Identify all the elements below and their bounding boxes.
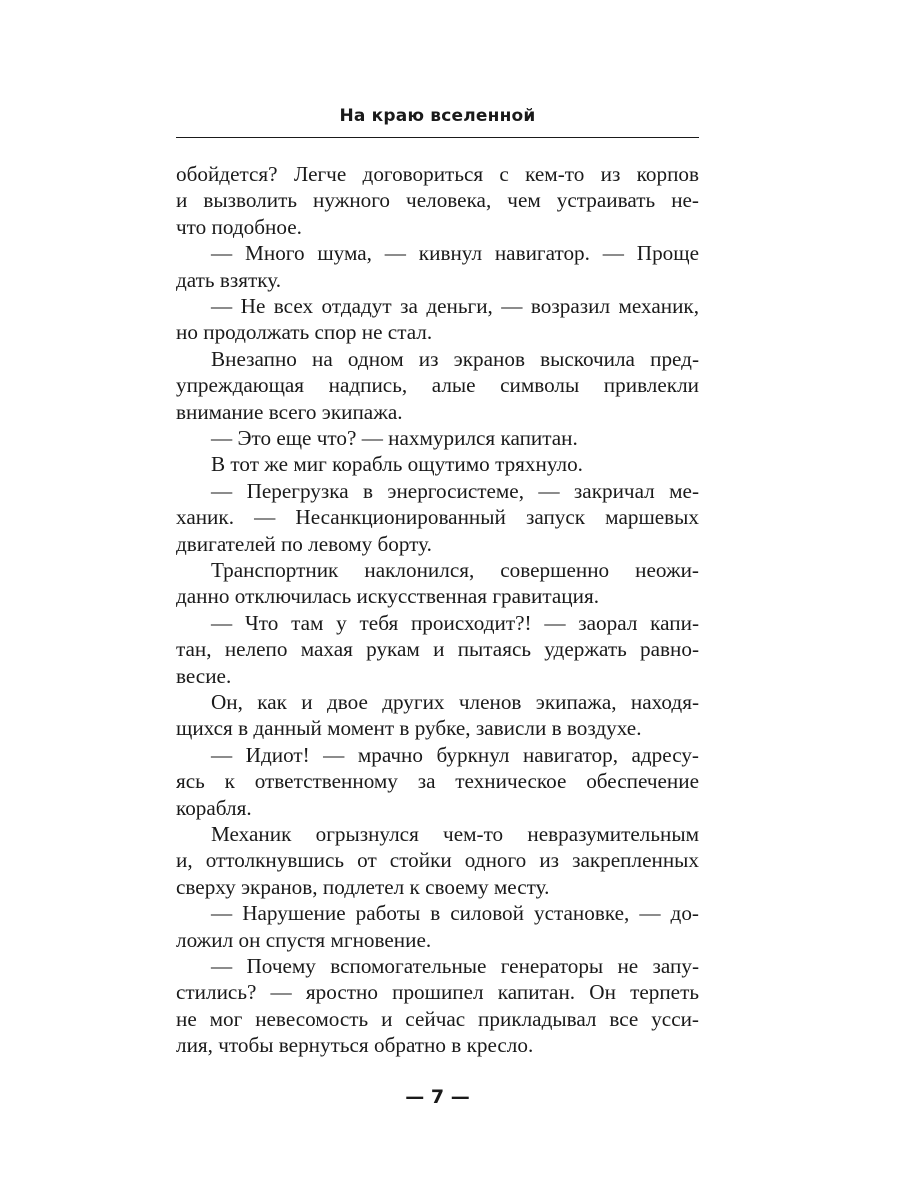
- text-line: ложил он спустя мгновение.: [176, 927, 432, 952]
- text-line: Механик огрызнулся чем-то невразумительным: [211, 822, 699, 846]
- text-line: весие.: [176, 663, 232, 688]
- text-line: внимание всего экипажа.: [176, 399, 403, 424]
- text-line: Он, как и двое других членов экипажа, находя-: [211, 690, 699, 714]
- text-line: — Нарушение работы в силовой установке, — до-: [211, 901, 699, 926]
- text-line: стились? — яростно прошипел капитан. Он терпеть: [176, 980, 699, 1005]
- text-line: сверху экранов, подлетел к своему месту.: [176, 874, 550, 899]
- text-line: — Не всех отдадут за деньги, — возразил механик,: [211, 294, 699, 318]
- text-line: Транспортник наклонился, совершенно неожи-: [211, 558, 699, 582]
- text-line: ясь к ответственному за техническое обеспечение: [176, 769, 699, 794]
- text-line: — Много шума, — кивнул навигатор. — Проще: [211, 241, 699, 266]
- text-line: и вызволить нужного человека, чем устраивать не-: [176, 188, 699, 213]
- text-line: ханик. — Несанкционированный запуск маршевых: [176, 505, 699, 530]
- text-line: тан, нелепо махая рукам и пытаясь удержать равно-: [176, 637, 699, 662]
- text-line: обойдется? Легче договориться с кем-то из корпов: [176, 162, 699, 186]
- text-line: — Что там у тебя происходит?! — заорал капи-: [211, 610, 699, 635]
- text-line: упреждающая надпись, алые символы привлекли: [176, 373, 699, 398]
- text-line: — Почему вспомогательные генераторы не запу-: [211, 954, 699, 978]
- text-line: щихся в данный момент в рубке, зависли в воздухе.: [176, 716, 642, 741]
- text-line: корабля.: [176, 795, 252, 820]
- text-line: дать взятку.: [176, 267, 281, 292]
- text-line: но продолжать спор не стал.: [176, 320, 433, 345]
- page-number: — 7 —: [405, 1085, 470, 1108]
- text-line: двигателей по левому борту.: [176, 531, 432, 556]
- text-line: лия, чтобы вернуться обратно в кресло.: [176, 1033, 534, 1058]
- text-line: — Перегрузка в энергосистеме, — закричал ме-: [211, 478, 699, 503]
- text-line: данно отключилась искусственная гравитация.: [176, 584, 600, 609]
- text-line: не мог невесомость и сейчас прикладывал все усси-: [176, 1006, 699, 1031]
- running-head-title: На краю вселенной: [339, 106, 536, 126]
- header-rule: [176, 137, 699, 138]
- text-line: что подобное.: [176, 214, 302, 239]
- text-line: и, оттолкнувшись от стойки одного из закрепленных: [176, 848, 699, 873]
- text-line: В тот же миг корабль ощутимо тряхнуло.: [211, 452, 583, 477]
- text-line: Внезапно на одном из экранов выскочила пред-: [211, 346, 699, 371]
- text-line: — Идиот! — мрачно буркнул навигатор, адресу-: [211, 742, 699, 767]
- text-line: — Это еще что? — нахмурился капитан.: [211, 426, 578, 450]
